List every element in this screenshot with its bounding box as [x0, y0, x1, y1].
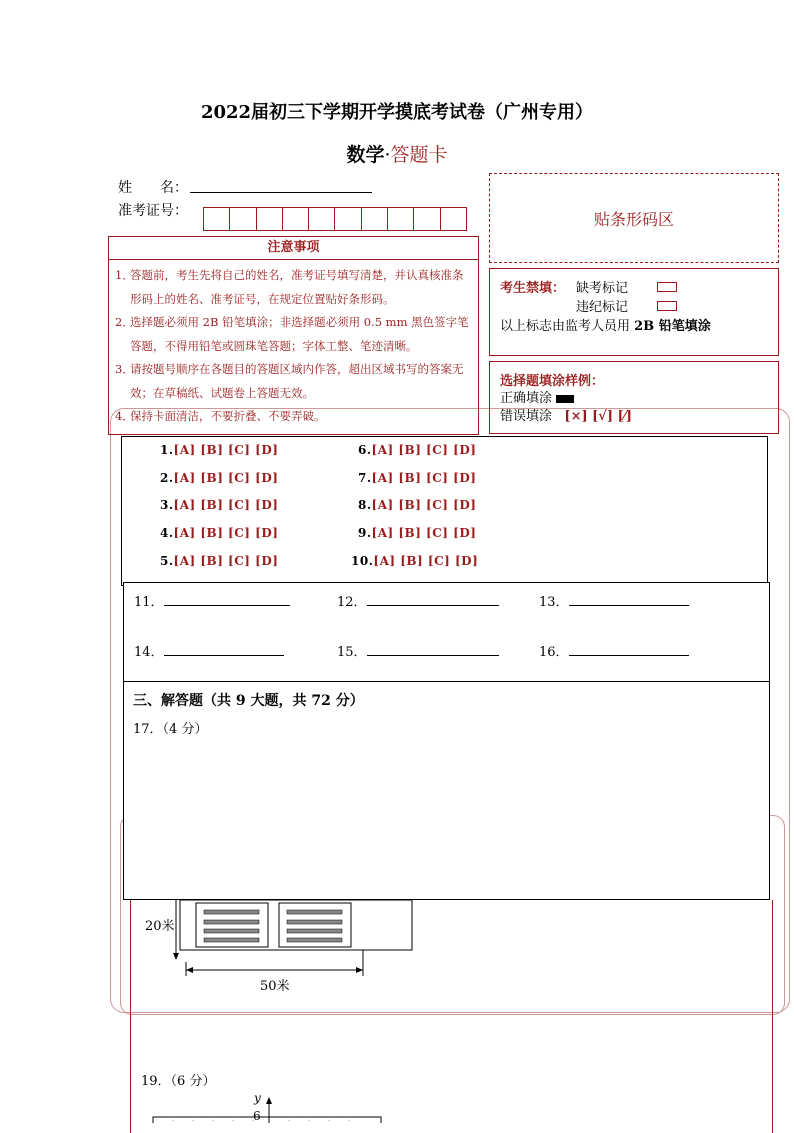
choice-row[interactable]: 2.[A] [B] [C] [D]	[160, 471, 279, 485]
exam-id-boxes[interactable]	[203, 207, 467, 231]
multiple-choice-area	[121, 436, 768, 586]
q19-label: 19．（6 分）	[141, 1074, 216, 1089]
notice-list	[109, 260, 478, 429]
absent-mark-label: 缺考标记	[576, 281, 629, 296]
blank-11[interactable]: 11．	[134, 591, 290, 610]
notice-item: 2．选择题必须用 2B 铅笔填涂；非选择题必须用 0.5 mm 黑色签字笔答题，不得用铅笔或圆珠笔答题；字体工整、笔迹清晰。	[115, 315, 469, 353]
notice-item: 1．答题前，考生先将自己的姓名，准考证号填写清楚，并认真核准条形码上的姓名、准考证号，在规定位置贴好条形码。	[115, 268, 464, 306]
proctor-note: 以上标志由监考人员用 2B 铅笔填涂	[500, 319, 711, 334]
card-subtitle	[0, 140, 794, 167]
proctor-box	[489, 268, 779, 356]
correct-fill-mark	[556, 395, 574, 403]
barcode-area	[489, 173, 779, 263]
id-digit-box[interactable]	[283, 207, 309, 231]
choice-row[interactable]: 1.[A] [B] [C] [D]	[160, 443, 279, 457]
question-17-area[interactable]	[123, 681, 770, 900]
id-digit-box[interactable]	[203, 207, 230, 231]
blank-12[interactable]: 12．	[337, 591, 499, 610]
wrong-fill-row: 错误填涂 [×] [√] [⁄]	[500, 409, 632, 424]
section3-heading: 三、解答题（共 9 大题，共 72 分）	[133, 693, 364, 709]
violation-mark-box[interactable]	[657, 298, 677, 313]
y-axis-label: y	[254, 1091, 261, 1105]
notice-box	[108, 236, 479, 435]
notice-item: 4．保持卡面清洁，不要折叠、不要弄破。	[115, 409, 326, 423]
field-figure	[131, 900, 772, 1013]
id-digit-box[interactable]	[441, 207, 467, 231]
exam-title: 2022届初三下学期开学摸底考试卷（广州专用）	[200, 102, 594, 123]
blank-14[interactable]: 14．	[134, 641, 284, 660]
id-digit-box[interactable]	[362, 207, 388, 231]
correct-fill-row: 正确填涂	[500, 387, 574, 406]
name-field[interactable]	[190, 176, 372, 193]
name-label: 姓 名：	[118, 180, 188, 196]
answer-card-label: 答题卡	[390, 144, 448, 166]
notice-heading: 注意事项	[109, 237, 478, 260]
id-digit-box[interactable]	[414, 207, 440, 231]
id-digit-box[interactable]	[388, 207, 414, 231]
choice-row[interactable]: 7.[A] [B] [C] [D]	[358, 471, 477, 485]
fill-sample-box	[489, 361, 779, 434]
absent-mark-box[interactable]	[657, 279, 677, 294]
barcode-label: 贴条形码区	[593, 209, 674, 229]
id-digit-box[interactable]	[335, 207, 361, 231]
id-digit-box[interactable]	[257, 207, 283, 231]
choice-row[interactable]: 4.[A] [B] [C] [D]	[160, 526, 279, 540]
choice-row[interactable]: 9.[A] [B] [C] [D]	[358, 526, 477, 540]
proctor-label: 考生禁填：	[500, 281, 566, 296]
blank-15[interactable]: 15．	[337, 641, 499, 660]
subtitle-dot: ·	[384, 144, 391, 166]
y-tick-6: 6	[253, 1109, 261, 1123]
id-digit-box[interactable]	[230, 207, 256, 231]
exam-id-label: 准考证号：	[118, 203, 188, 219]
blank-16[interactable]: 16．	[539, 641, 689, 660]
choice-row[interactable]: 3.[A] [B] [C] [D]	[160, 498, 279, 512]
fill-blank-area	[123, 582, 770, 682]
choice-row[interactable]: 8.[A] [B] [C] [D]	[358, 498, 477, 512]
question-19-area[interactable]	[130, 1013, 773, 1133]
violation-mark-label: 违纪标记	[576, 300, 629, 315]
coordinate-grid	[151, 1093, 391, 1123]
blank-13[interactable]: 13．	[539, 591, 689, 610]
subject-label: 数学	[346, 144, 385, 166]
q17-label: 17．（4 分）	[133, 722, 208, 737]
height-label: 20米	[145, 919, 175, 934]
notice-item: 3．请按题号顺序在各题目的答题区域内作答，超出区域书写的答案无效；在草稿纸、试题卷上答题无效。	[115, 362, 464, 400]
id-digit-box[interactable]	[309, 207, 335, 231]
choice-row[interactable]: 5.[A] [B] [C] [D]	[160, 554, 279, 568]
width-label: 50米	[260, 979, 290, 994]
question-18-area[interactable]	[130, 900, 773, 1013]
choice-row[interactable]: 6.[A] [B] [C] [D]	[358, 443, 477, 457]
choice-row[interactable]: 10.[A] [B] [C] [D]	[351, 554, 479, 568]
sample-label: 选择题填涂样例：	[500, 374, 605, 389]
